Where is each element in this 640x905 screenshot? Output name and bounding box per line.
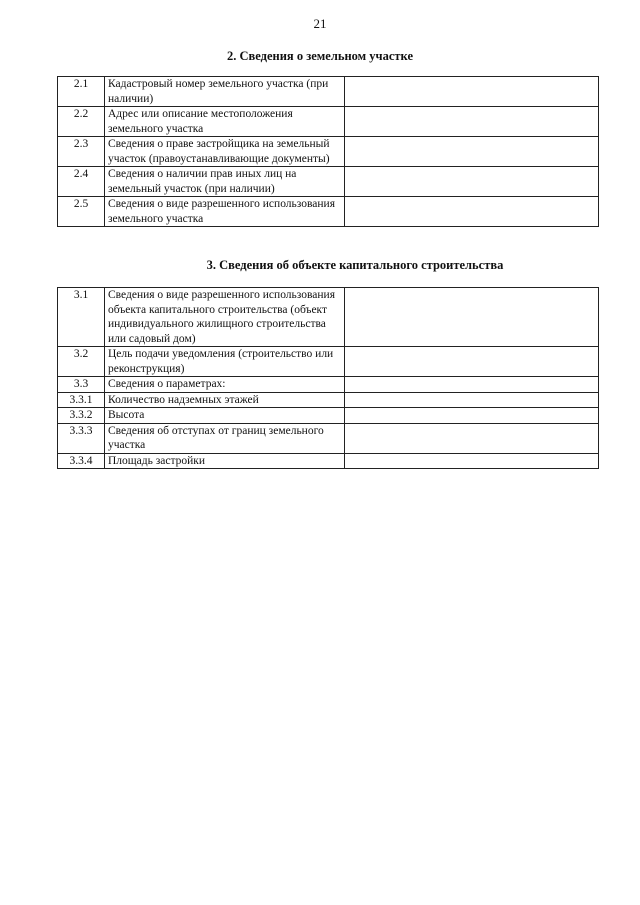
table-row: [58, 377, 599, 393]
row-number: 2.4: [58, 167, 105, 197]
row-number: 3.3.1: [58, 392, 105, 408]
row-value-field[interactable]: [345, 392, 599, 408]
table-row: [58, 167, 599, 197]
row-value-field[interactable]: [345, 408, 599, 424]
row-label: Площадь застройки: [105, 453, 345, 469]
row-label: Адрес или описание местоположения земельного участка: [105, 107, 345, 137]
row-value-field[interactable]: [345, 423, 599, 453]
table-row: [58, 288, 599, 347]
table-row: [58, 107, 599, 137]
row-label: Цель подачи уведомления (строительство или реконструкция): [105, 347, 345, 377]
section-title-land-plot: 2. Сведения о земельном участке: [227, 49, 413, 63]
row-number: 3.3.3: [58, 423, 105, 453]
table-row: [58, 453, 599, 469]
section-title-capital-construction: 3. Сведения об объекте капитального строительства: [206, 258, 504, 272]
table-row: [58, 408, 599, 424]
row-value-field[interactable]: [345, 77, 599, 107]
row-label: Сведения о наличии прав иных лиц на земельный участок (при наличии): [105, 167, 345, 197]
row-number: 3.2: [58, 347, 105, 377]
row-number: 3.3.2: [58, 408, 105, 424]
table-row: [58, 77, 599, 107]
row-number: 3.1: [58, 288, 105, 347]
row-number: 2.2: [58, 107, 105, 137]
row-number: 3.3.4: [58, 453, 105, 469]
table-row: [58, 347, 599, 377]
row-value-field[interactable]: [345, 288, 599, 347]
row-value-field[interactable]: [345, 377, 599, 393]
row-number: 2.5: [58, 197, 105, 227]
row-label: Сведения о параметрах:: [105, 377, 345, 393]
row-value-field[interactable]: [345, 453, 599, 469]
row-label: Сведения о праве застройщика на земельный участок (правоустанавливающие документы): [105, 137, 345, 167]
row-number: 2.1: [58, 77, 105, 107]
row-value-field[interactable]: [345, 167, 599, 197]
land-plot-table: [57, 76, 599, 227]
table-row: [58, 423, 599, 453]
table-row: [58, 197, 599, 227]
table-row: [58, 392, 599, 408]
row-value-field[interactable]: [345, 197, 599, 227]
row-value-field[interactable]: [345, 137, 599, 167]
capital-construction-table: [57, 287, 599, 469]
row-label: Кадастровый номер земельного участка (при наличии): [105, 77, 345, 107]
row-label: Количество надземных этажей: [105, 392, 345, 408]
row-label: Сведения о виде разрешенного использования объекта капитального строительства (объект индивидуального жилищного строительства или садовый дом): [105, 288, 345, 347]
page-number: 21: [313, 16, 327, 31]
row-label: Высота: [105, 408, 345, 424]
row-value-field[interactable]: [345, 107, 599, 137]
row-value-field[interactable]: [345, 347, 599, 377]
row-label: Сведения об отступах от границ земельного участка: [105, 423, 345, 453]
table-row: [58, 137, 599, 167]
row-number: 3.3: [58, 377, 105, 393]
row-number: 2.3: [58, 137, 105, 167]
row-label: Сведения о виде разрешенного использования земельного участка: [105, 197, 345, 227]
